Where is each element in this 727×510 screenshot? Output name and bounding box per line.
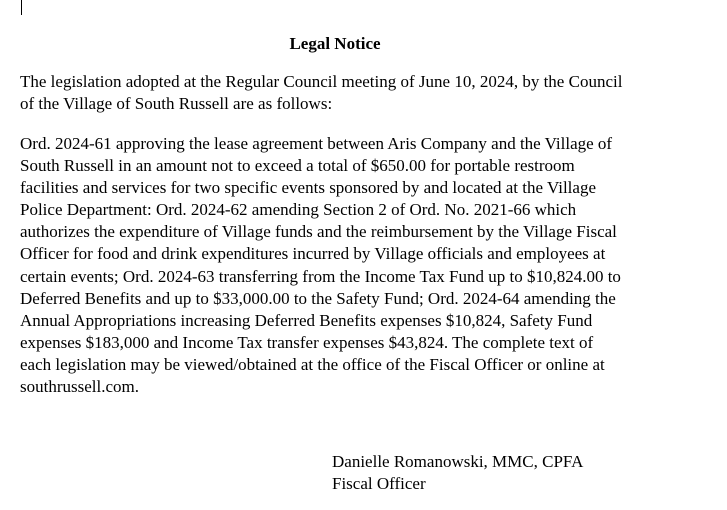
signatory-name: Danielle Romanowski, MMC, CPFA <box>332 452 584 471</box>
body-line: South Russell in an amount not to exceed a total of $650.00 for portable restroom <box>20 156 575 176</box>
body-line: Police Department: Ord. 2024-62 amending Section 2 of Ord. No. 2021-66 which <box>20 200 577 220</box>
body-line: expenses $183,000 and Income Tax transfer expenses $43,824. The complete text of <box>20 332 594 352</box>
text-cursor <box>21 0 22 15</box>
body-paragraph <box>20 133 710 398</box>
body-line: Deferred Benefits and up to $33,000.00 to the Safety Fund; Ord. 2024-64 amending the <box>20 288 616 308</box>
signature-block <box>332 451 583 495</box>
intro-line: of the Village of South Russell are as follows: <box>20 94 333 114</box>
body-line: facilities and services for two specific events sponsored by and located at the Village <box>20 178 596 198</box>
intro-paragraph <box>20 71 710 115</box>
body-line: authorizes the expenditure of Village funds and the reimbursement by the Village Fiscal <box>20 222 617 242</box>
intro-line: The legislation adopted at the Regular Council meeting of June 10, 2024, by the Council <box>20 72 623 91</box>
signatory-role: Fiscal Officer <box>332 474 426 493</box>
body-line: southrussell.com. <box>20 377 139 397</box>
body-line: Officer for food and drink expenditures incurred by Village officials and employees at <box>20 244 606 264</box>
body-line: each legislation may be viewed/obtained at the office of the Fiscal Officer or online at <box>20 354 605 374</box>
body-line: Ord. 2024-61 approving the lease agreement between Aris Company and the Village of <box>20 134 613 153</box>
body-line: Annual Appropriations increasing Deferred Benefits expenses $10,824, Safety Fund <box>20 310 593 330</box>
notice-title: Legal Notice <box>289 34 381 53</box>
body-line: certain events; Ord. 2024-63 transferring from the Income Tax Fund up to $10,824.00 to <box>20 266 621 286</box>
